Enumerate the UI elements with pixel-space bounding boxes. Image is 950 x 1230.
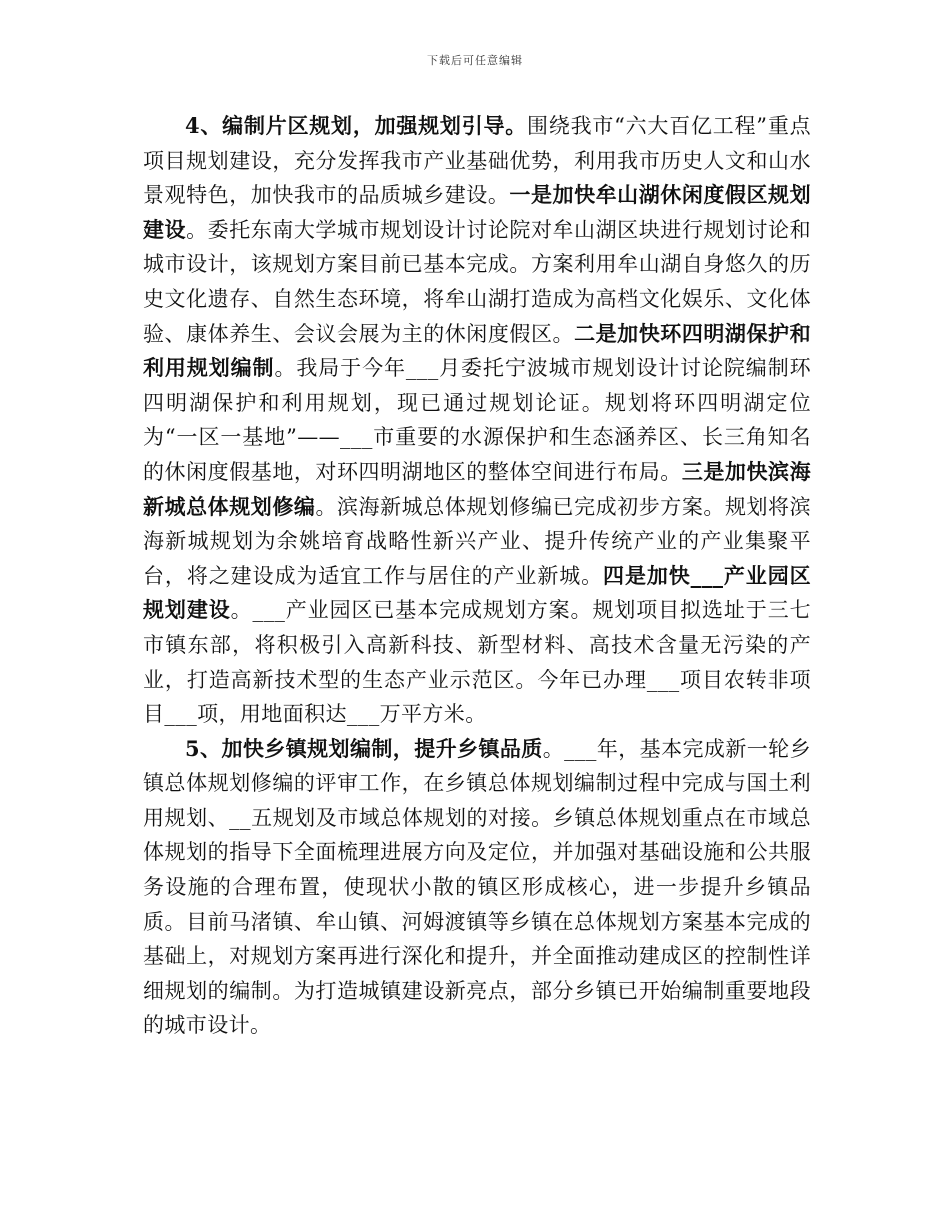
paragraph-5 [143,732,811,1043]
paragraph-4-text: 围绕我市“六大百亿工程”重点项目规划建设，充分发挥我市产业基础优势，利用我市历史人文和山水景观特色，加快我市的品质城乡建设。 [143,114,811,208]
item-3-heading: 三是加快滨海新城总体规划修编 [143,458,811,519]
paragraph-5-heading: 5、加快乡镇规划编制，提升乡镇品质 [185,735,543,761]
item-4-heading: 四是加快___产业园区规划建设 [143,562,811,623]
item-1-text: 。委托东南大学城市规划设计讨论院对牟山湖区块进行规划讨论和城市设计，该规划方案目前已基本完成。方案利用牟山湖自身悠久的历史文化遗存、自然生态环境，将牟山湖打造成为高档文化娱乐、文化体验、康体养生、会议会展为主的休闲度假区。 [143,217,811,346]
document-body [143,109,811,1043]
item-3-text: 。滨海新城总体规划修编已完成初步方案。规划将滨海新城规划为余姚培育战略性新兴产业、提升传统产业的产业集聚平台，将之建设成为适宜工作与居住的产业新城。 [143,494,812,588]
paragraph-4-heading: 4、编制片区规划，加强规划引导。 [185,113,528,138]
item-1-heading: 一是加快牟山湖休闲度假区规划建设 [143,182,811,242]
page-header: 下载后可任意编辑 [427,54,523,67]
item-2-heading: 二是加快环四明湖保护和利用规划编制 [143,320,811,381]
paragraph-4 [143,109,811,732]
item-2-text: 。我局于今年___月委托宁波城市规划设计讨论院编制环四明湖保护和利用规划，现已通过规划论证。规划将环四明湖定位为“一区一基地”——___市重要的水源保护和生态涵养区、长三角知名的休闲度假基地，对环四明湖地区的整体空间进行布局。 [143,356,811,484]
item-4-text: 。___产业园区已基本完成规划方案。规划项目拟选址于三七市镇东部，将积极引入高新科技、新型材料、高技术含量无污染的产业，打造高新技术型的生态产业示范区。今年已办理___项目农转非项目___项，用地面积达___万平方米。 [143,598,811,727]
paragraph-5-text: 。___年，基本完成新一轮乡镇总体规划修编的评审工作，在乡镇总体规划编制过程中完成与国土利用规划、__五规划及市域总体规划的对接。乡镇总体规划重点在市域总体规划的指导下全面梳理进展方向及定位，并加强对基础设施和公共服务设施的合理布置，使现状小散的镇区形成核心，进一步提升乡镇品质。目前马渚镇、牟山镇、河姆渡镇等乡镇在总体规划方案基本完成的基础上，对规划方案再进行深化和提升，并全面推动建成区的控制性详细规划的编制。为打造城镇建设新亮点，部分乡镇已开始编制重要地段的城市设计。 [143,736,811,1038]
